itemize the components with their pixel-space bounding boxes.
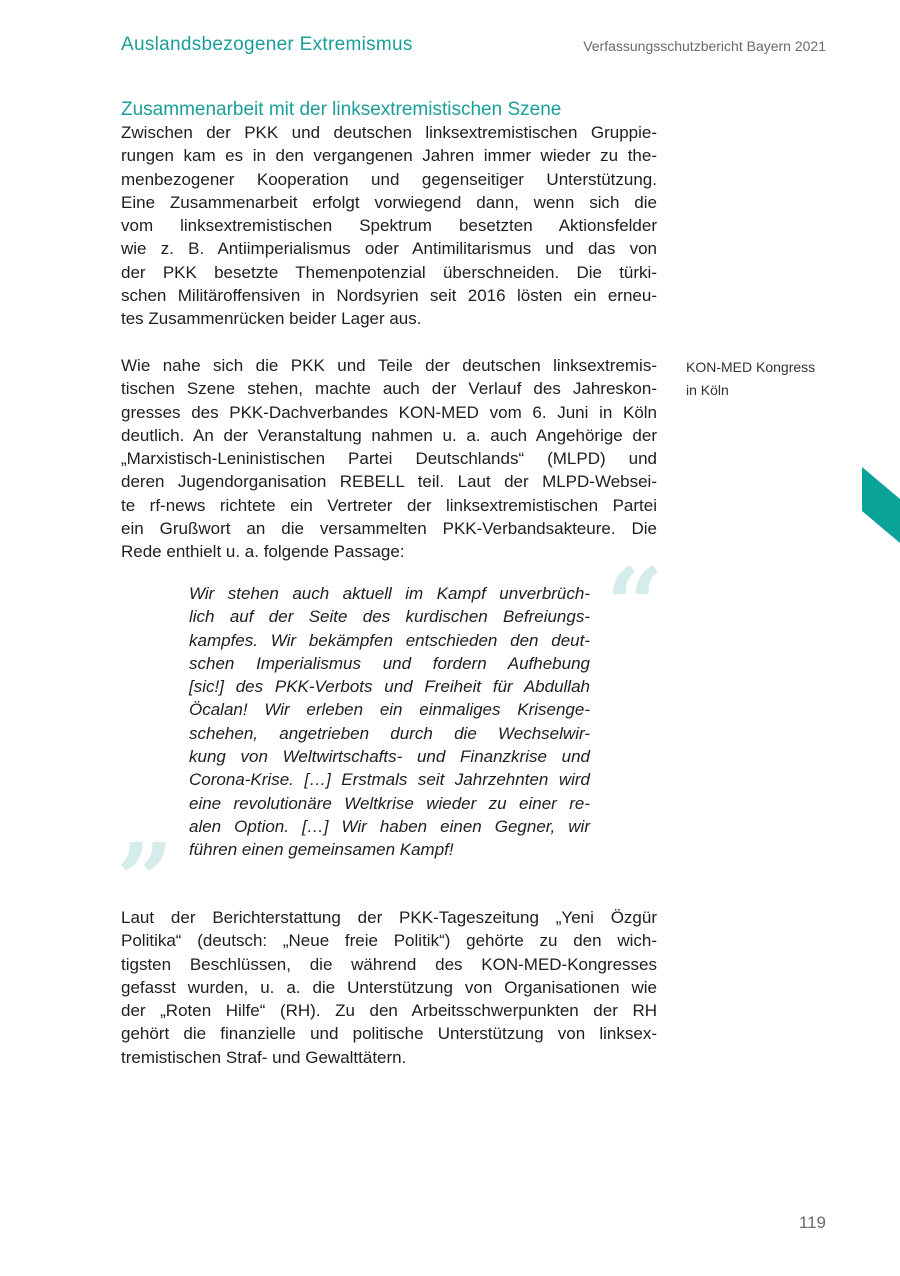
text-line: Rede enthielt u. a. folgende Passage: <box>121 542 405 562</box>
quote-line: schen Imperialismus und fordern Aufhebung <box>189 653 590 673</box>
margin-note <box>686 356 846 401</box>
text-line: gresses des PKK-Dachverbandes KON-MED vom 6. Juni in Köln <box>121 402 657 422</box>
text-line: gehört die finanzielle und politische Unterstützung von linksex- <box>121 1024 657 1044</box>
text-line: Laut der Berichterstattung der PKK-Tageszeitung „Yeni Özgür <box>121 908 657 927</box>
text-line: gefasst wurden, u. a. die Unterstützung von Organisationen wie <box>121 977 657 997</box>
block-quote <box>189 582 590 862</box>
text-line: Zwischen der PKK und deutschen linksextremistischen Gruppie- <box>121 123 657 142</box>
text-line: tischen Szene stehen, machte auch der Verlauf des Jahreskon- <box>121 379 657 399</box>
section-heading: Zusammenarbeit mit der linksextremistischen Szene <box>121 99 562 120</box>
text-line: deren Jugendorganisation REBELL teil. Laut der MLPD-Websei- <box>121 472 657 492</box>
text-line: rungen kam es in den vergangenen Jahren immer wieder zu the- <box>121 146 657 166</box>
text-line: wie z. B. Antiimperialismus oder Antimilitarismus und das von <box>121 239 657 259</box>
text-line: te rf-news richtete ein Vertreter der linksextremistischen Partei <box>121 495 657 515</box>
report-title: Verfassungsschutzbericht Bayern 2021 <box>583 38 826 54</box>
text-line: Wie nahe sich die PKK und Teile der deutschen linksextremis- <box>121 356 657 375</box>
text-line: ein Grußwort an die versammelten PKK-Verbandsakteure. Die <box>121 519 657 539</box>
quote-line: schehen, angetrieben durch die Wechselwir- <box>189 723 590 743</box>
text-line: menbezogener Kooperation und gegenseitiger Unterstützung. <box>121 169 657 189</box>
closing-quote-mark: ” <box>116 821 174 939</box>
opening-quote-mark: “ <box>606 546 664 664</box>
chapter-tab-marker <box>862 467 900 543</box>
text-line: tes Zusammenrücken beider Lager aus. <box>121 309 422 329</box>
paragraph-kon-med-congress <box>121 354 657 564</box>
quote-line: eine revolutionäre Weltkrise wieder zu einer re- <box>189 793 590 813</box>
text-line: vom linksextremistischen Spektrum besetzten Aktionsfelder <box>121 216 657 236</box>
text-line: schen Militäroffensiven in Nordsyrien seit 2016 lösten ein erneu- <box>121 286 657 306</box>
margin-note-line: in Köln <box>686 381 729 398</box>
text-line: der „Roten Hilfe“ (RH). Zu den Arbeitsschwerpunkten der RH <box>121 1001 657 1021</box>
quote-line: Öcalan! Wir erleben ein einmaliges Krisenge- <box>189 700 590 720</box>
quote-line: kampfes. Wir bekämpfen entschieden den deut- <box>189 630 590 650</box>
quote-line: lich auf der Seite des kurdischen Befreiungs- <box>189 607 590 627</box>
quote-line: kung von Weltwirtschafts- und Finanzkrise und <box>189 747 590 767</box>
text-line: tremistischen Straf- und Gewalttätern. <box>121 1047 407 1067</box>
page-number: 119 <box>798 1213 826 1232</box>
paragraph-cooperation <box>121 121 657 331</box>
quote-line: alen Option. […] Wir haben einen Gegner, wir <box>189 816 590 836</box>
text-line: Politika“ (deutsch: „Neue freie Politik“) gehörte zu den wich- <box>121 931 657 951</box>
paragraph-resolutions <box>121 906 657 1069</box>
chapter-title: Auslandsbezogener Extremismus <box>121 34 413 55</box>
quote-line: [sic!] des PKK-Verbots und Freiheit für Abdullah <box>189 677 590 697</box>
text-line: „Marxistisch-Leninistischen Partei Deutschlands“ (MLPD) und <box>121 449 657 469</box>
margin-note-line: KON-MED Kongress <box>686 359 816 375</box>
text-line: Eine Zusammenarbeit erfolgt vorwiegend dann, wenn sich die <box>121 192 657 212</box>
quote-line: Wir stehen auch aktuell im Kampf unverbrüch- <box>189 584 590 603</box>
quote-line: führen einen gemeinsamen Kampf! <box>189 840 454 860</box>
text-line: tigsten Beschlüssen, die während des KON-MED-Kongresses <box>121 954 657 974</box>
quote-line: Corona-Krise. […] Erstmals seit Jahrzehnten wird <box>189 770 590 790</box>
text-line: der PKK besetzte Themenpotenzial überschneiden. Die türki- <box>121 262 657 282</box>
text-line: deutlich. An der Veranstaltung nahmen u. a. auch Angehörige der <box>121 425 657 445</box>
